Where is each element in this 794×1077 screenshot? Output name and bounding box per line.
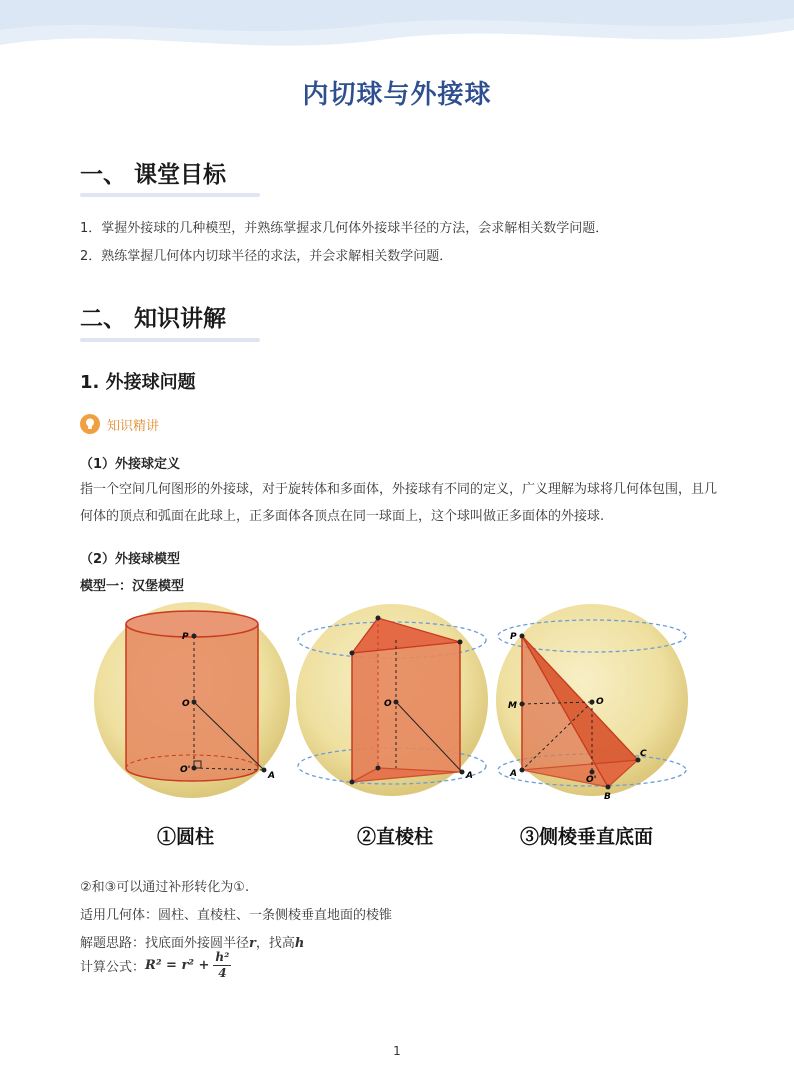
point-label-m: M: [508, 701, 517, 711]
point-label-o-prime: O': [586, 775, 597, 785]
caption-cylinder: ①圆柱: [157, 826, 215, 848]
method-prefix: 解题思路：: [80, 936, 146, 951]
formula-numerator: h²: [215, 950, 230, 964]
formula-denominator: 4: [218, 966, 227, 980]
formula-fraction: [213, 950, 231, 981]
section-heading-knowledge: 二、 知识讲解: [80, 306, 227, 332]
point-label-a: A: [510, 769, 517, 779]
point-label-c: C: [640, 749, 647, 759]
point-label-p: P: [182, 632, 189, 642]
header-wave-decoration: [0, 0, 794, 60]
formula-prefix: 计算公式：: [80, 960, 146, 975]
page-number: 1: [393, 1044, 401, 1058]
knowledge-tip: [80, 414, 159, 434]
point-label-o: O: [596, 697, 604, 707]
point-label-o: O: [182, 699, 190, 709]
formula-lhs: R² = r² +: [145, 958, 210, 973]
section-heading-goals: 一、 课堂目标: [80, 162, 227, 188]
conversion-note: ②和③可以通过补形转化为①.: [80, 880, 250, 895]
lightbulb-icon: [80, 414, 100, 434]
applicable-prefix: 适用几何体：: [80, 908, 159, 923]
calculation-formula: [80, 950, 231, 981]
solution-approach: [80, 932, 304, 951]
goal-item-1: 1．掌握外接球的几种模型，并熟练掌握求几何体外接球半径的方法，会求解相关数学问题．: [80, 221, 609, 236]
section-underline: [80, 193, 260, 197]
cylinder-model: [94, 602, 290, 798]
sphere-models-figure: [90, 600, 700, 810]
point-label-o-prime: O': [180, 765, 191, 775]
applicable-solids: [80, 904, 392, 923]
page-title: 内切球与外接球: [302, 80, 492, 110]
method-text-b: ，找高: [255, 936, 295, 951]
goal-item-2: 2．熟练掌握几何体内切球半径的求法，并会求解相关数学问题．: [80, 249, 453, 264]
caption-prism: ②直棱柱: [357, 826, 434, 848]
prism-model: [296, 604, 488, 796]
point-label-o: O: [384, 699, 392, 709]
definition-title: （1）外接球定义: [80, 457, 181, 472]
method-text-a: 找底面外接圆半径: [145, 936, 250, 951]
model-one-title: 模型一：汉堡模型: [80, 579, 185, 594]
point-label-p: P: [510, 632, 517, 642]
model-title: （2）外接球模型: [80, 552, 181, 567]
applicable-text: 圆柱、直棱柱、一条侧棱垂直地面的棱锥: [158, 908, 393, 923]
method-var-h: h: [294, 936, 305, 951]
definition-text: 指一个空间几何图形的外接球，对于旋转体和多面体，外接球有不同的定义，广义理解为球将几何体包围，且几何体的顶点和弧面在此球上，正多面体各顶点在同一球面上，这个球叫做正多面体的外接球.: [80, 482, 718, 524]
point-label-a: A: [268, 771, 275, 781]
point-label-b: B: [604, 792, 611, 802]
tip-label: 知识精讲: [107, 418, 160, 434]
caption-pyramid: ③侧棱垂直底面: [520, 826, 654, 848]
pyramid-model: [496, 604, 688, 802]
section-underline: [80, 338, 260, 342]
point-label-a: A: [466, 771, 473, 781]
subsection-title: 1. 外接球问题: [80, 372, 196, 393]
method-var-r: r: [249, 936, 256, 951]
